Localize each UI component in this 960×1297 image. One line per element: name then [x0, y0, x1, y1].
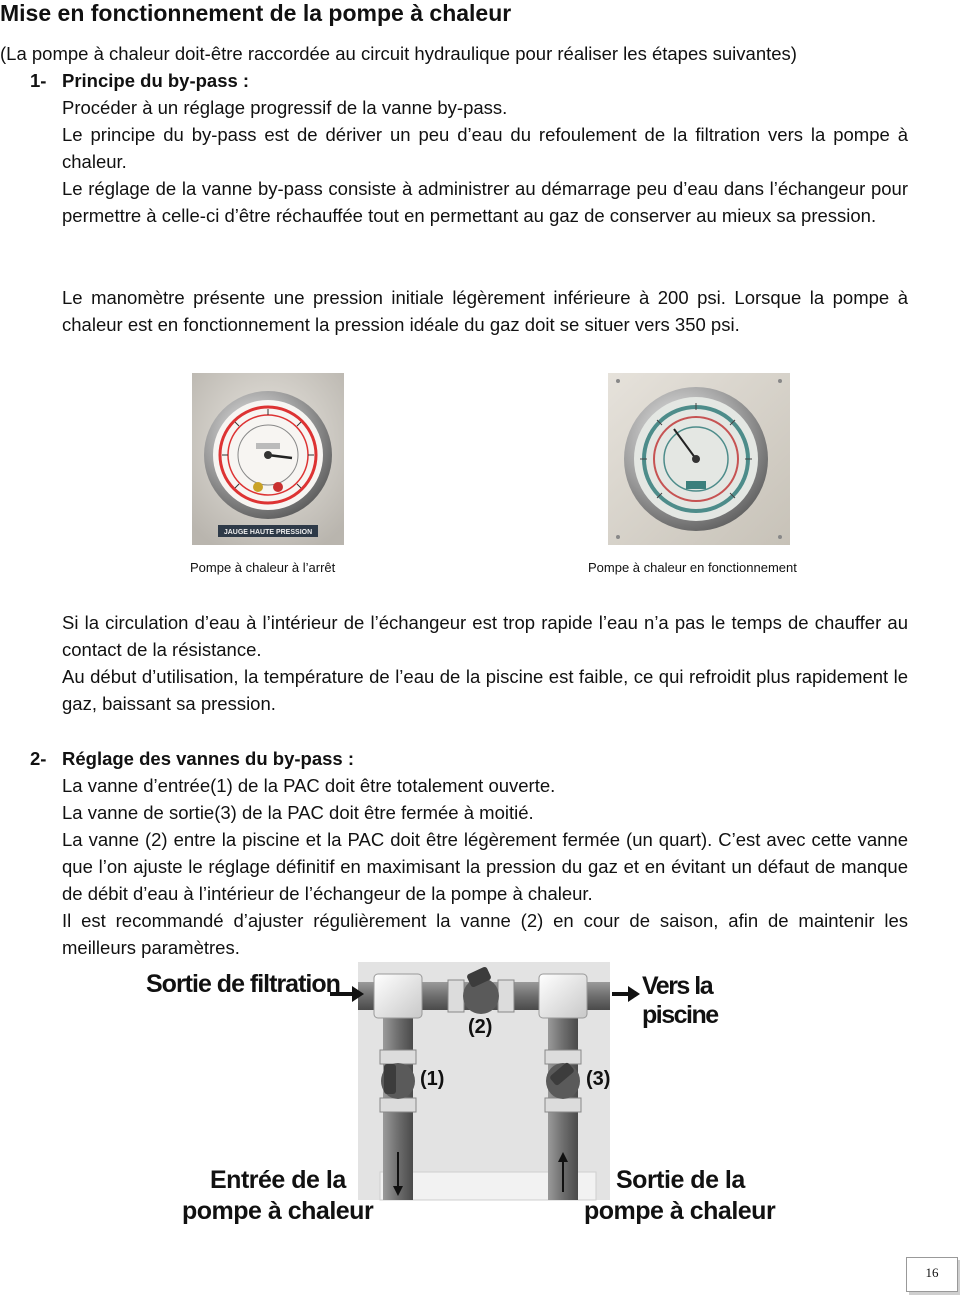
caption-gauge-off: Pompe à chaleur à l’arrêt	[190, 560, 336, 575]
label-valve-1: (1)	[420, 1068, 445, 1090]
section-1-paragraph-1: Procéder à un réglage progressif de la vanne by-pass.	[62, 97, 508, 118]
page-number-box	[906, 1257, 958, 1292]
section-1-paragraph-4: Le manomètre présente une pression initiale légèrement inférieure à 200 psi. Lorsque la pompe à chaleur est en fonctionnement la pression idéale du gaz doit se situer vers 350 psi.	[62, 287, 908, 335]
label-entree-line-1: Entrée de la	[210, 1166, 346, 1194]
label-valve-2: (2)	[468, 1016, 493, 1038]
pressure-gauge-icon	[192, 373, 344, 545]
page-title: Mise en fonctionnement de la pompe à chaleur	[0, 0, 512, 26]
label-sortie-line-2: pompe à chaleur	[584, 1197, 776, 1225]
page-number: 16	[925, 1265, 939, 1280]
middle-paragraph-1: Si la circulation d’eau à l’intérieur de l’échangeur est trop rapide l’eau n’a pas le temps de chauffer au contact de la résistance.	[62, 612, 908, 660]
gauge-plate-label: JAUGE HAUTE PRESSION	[223, 529, 313, 536]
section-1-heading: Principe du by-pass :	[62, 70, 250, 91]
section-2-number: 2-	[30, 748, 47, 769]
section-1-paragraph-3: Le réglage de la vanne by-pass consiste à administrer au démarrage peu d’eau dans l’échangeur pour permettre à celle-ci d’être réchauffée tout en permettant au gaz de conserver au mieux sa pression.	[62, 178, 908, 226]
section-2-paragraph-3: La vanne (2) entre la piscine et la PAC doit être légèrement fermée (un quart). C’est avec cette vanne que l’on ajuste le réglage définitif en maximisant la pression du gaz et en évitant un défaut de manque de débit d’eau à l’intérieur de l’échangeur de la pompe à chaleur.	[62, 829, 908, 904]
label-sortie-filtration: Sortie de filtration	[146, 970, 340, 998]
section-2-paragraph-2: La vanne de sortie(3) de la PAC doit être fermée à moitié.	[62, 802, 534, 823]
intro-note: (La pompe à chaleur doit-être raccordée au circuit hydraulique pour réaliser les étapes suivantes)	[0, 43, 797, 64]
gauge-photo-on	[608, 373, 790, 545]
caption-gauge-on: Pompe à chaleur en fonctionnement	[588, 560, 797, 575]
label-valve-3: (3)	[586, 1068, 611, 1090]
section-1-paragraph-2: Le principe du by-pass est de dériver un peu d’eau du refoulement de la filtration vers la pompe à chaleur.	[62, 124, 908, 172]
bypass-diagram	[130, 960, 790, 1230]
section-2-heading: Réglage des vannes du by-pass :	[62, 748, 354, 769]
section-2-paragraph-1: La vanne d’entrée(1) de la PAC doit être totalement ouverte.	[62, 775, 556, 796]
section-2-paragraph-4: Il est recommandé d’ajuster régulièrement la vanne (2) en cour de saison, afin de maintenir les meilleurs paramètres.	[62, 910, 908, 958]
label-vers-piscine: Vers la piscine	[642, 972, 718, 1029]
label-entree-line-2: pompe à chaleur	[182, 1197, 374, 1225]
section-1-number: 1-	[30, 70, 47, 91]
middle-paragraph-2: Au début d’utilisation, la température de l’eau de la piscine est faible, ce qui refroidit plus rapidement le gaz, baissant sa pression.	[62, 666, 908, 714]
gauge-photo-off	[192, 373, 344, 545]
pressure-gauge-icon	[608, 373, 790, 545]
label-sortie-line-1: Sortie de la	[616, 1166, 745, 1194]
